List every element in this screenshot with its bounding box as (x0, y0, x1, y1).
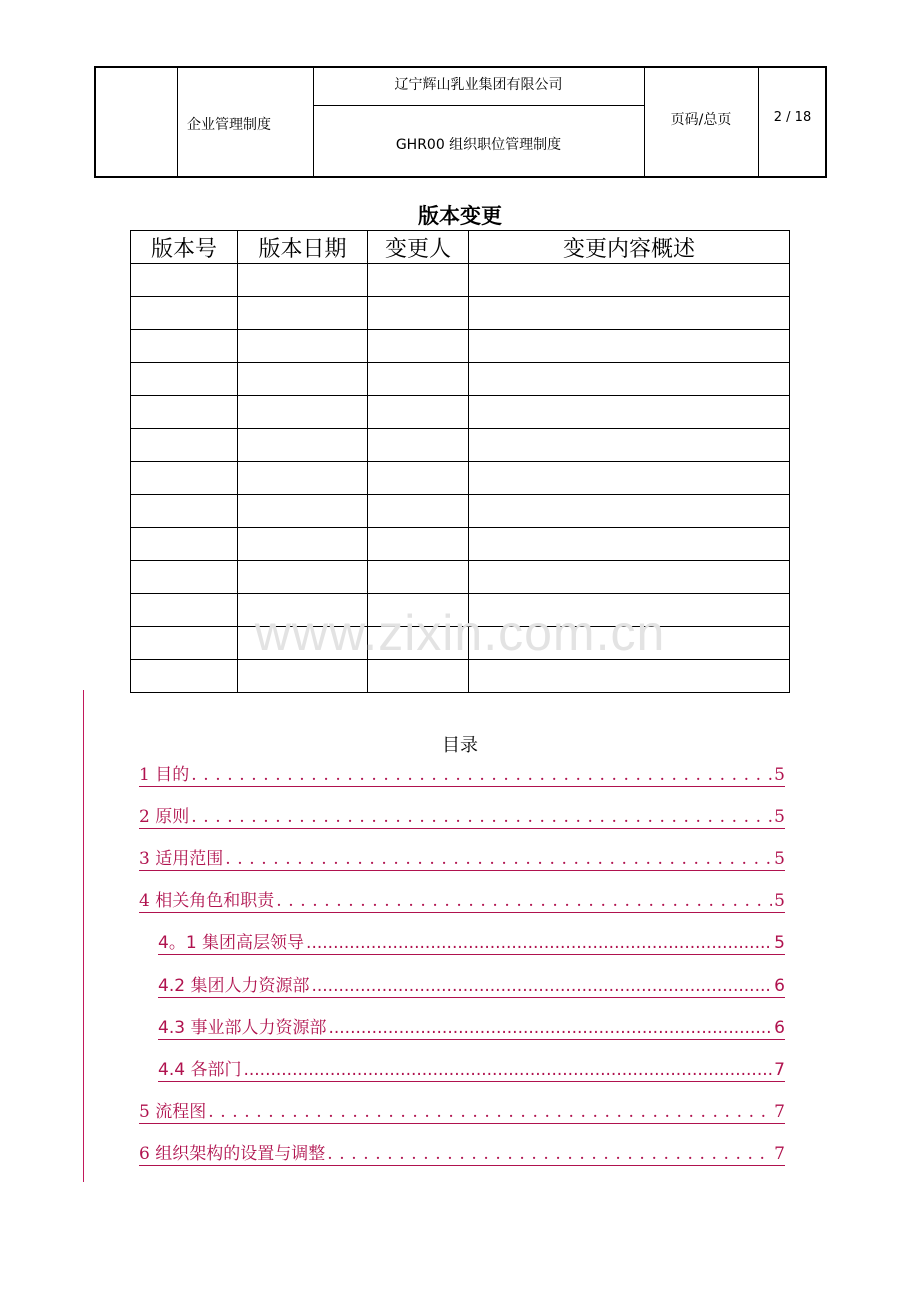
table-cell[interactable] (238, 660, 368, 693)
table-cell[interactable] (469, 495, 790, 528)
column-header: 变更人 (368, 231, 469, 264)
table-cell[interactable] (368, 264, 469, 297)
table-row (131, 561, 790, 594)
table-cell[interactable] (131, 297, 238, 330)
column-header: 变更内容概述 (469, 231, 790, 264)
watermark: www.zixin.com.cn (254, 605, 666, 661)
table-cell[interactable] (238, 462, 368, 495)
toc-leader (225, 849, 772, 869)
table-cell[interactable] (238, 297, 368, 330)
toc-entry-label: 6 组织架构的设置与调整 (139, 1144, 326, 1164)
toc-entry-page: 7 (774, 1060, 785, 1080)
table-cell[interactable] (238, 495, 368, 528)
toc-leader (328, 1018, 772, 1038)
table-cell[interactable] (131, 264, 238, 297)
table-cell[interactable] (469, 363, 790, 396)
toc-entry[interactable] (139, 1100, 785, 1124)
table-cell[interactable] (368, 528, 469, 561)
table-row (131, 363, 790, 396)
toc-entry-label: 5 流程图 (139, 1102, 207, 1122)
toc-entry[interactable] (139, 847, 785, 871)
toc-entry-page: 6 (774, 976, 785, 996)
table-cell[interactable] (368, 561, 469, 594)
toc-entry[interactable] (158, 974, 785, 998)
toc-entry[interactable] (158, 931, 785, 955)
toc-entry[interactable] (158, 1016, 785, 1040)
toc-entry-label: 4 相关角色和职责 (139, 891, 275, 911)
toc-leader (191, 765, 772, 785)
toc-entry-label: 4.4 各部门 (158, 1060, 242, 1080)
toc-leader (191, 807, 772, 827)
table-cell[interactable] (131, 330, 238, 363)
table-cell[interactable] (131, 561, 238, 594)
toc-entry-page: 7 (774, 1144, 785, 1164)
table-cell[interactable] (368, 330, 469, 363)
table-cell[interactable] (238, 363, 368, 396)
table-cell[interactable] (368, 396, 469, 429)
toc-entry-label: 4.2 集团人力资源部 (158, 976, 310, 996)
table-cell[interactable] (368, 462, 469, 495)
table-row (131, 330, 790, 363)
table-cell[interactable] (469, 462, 790, 495)
toc-entry-page: 5 (774, 765, 785, 785)
toc-leader (311, 976, 772, 996)
table-row (131, 462, 790, 495)
table-cell[interactable] (131, 462, 238, 495)
table-cell[interactable] (469, 396, 790, 429)
header-divider (177, 68, 178, 176)
toc-entry-label: 4.3 事业部人力资源部 (158, 1018, 327, 1038)
document-header (94, 66, 827, 178)
table-cell[interactable] (368, 660, 469, 693)
toc-entry-label: 2 原则 (139, 807, 190, 827)
table-cell[interactable] (238, 396, 368, 429)
toc-entry[interactable] (158, 1058, 785, 1082)
table-cell[interactable] (238, 264, 368, 297)
toc-leader (327, 1144, 772, 1164)
header-company: 辽宁辉山乳业集团有限公司 (394, 77, 563, 93)
table-cell[interactable] (238, 528, 368, 561)
toc-entry-label: 4。1 集团高层领导 (158, 933, 305, 953)
table-cell[interactable] (368, 495, 469, 528)
toc-entry[interactable] (139, 1142, 785, 1166)
header-section: 企业管理制度 (187, 117, 271, 133)
table-row (131, 660, 790, 693)
toc-entry-page: 7 (774, 1102, 785, 1122)
toc-leader (276, 891, 772, 911)
table-cell[interactable] (368, 363, 469, 396)
toc-entry-page: 5 (774, 849, 785, 869)
table-cell[interactable] (131, 528, 238, 561)
table-cell[interactable] (131, 396, 238, 429)
toc-entry-page: 6 (774, 1018, 785, 1038)
toc-entry-label: 3 适用范围 (139, 849, 224, 869)
toc-entry[interactable] (139, 763, 785, 787)
table-row (131, 264, 790, 297)
table-row (131, 528, 790, 561)
toc-entry-page: 5 (774, 933, 785, 953)
table-row (131, 297, 790, 330)
toc-leader (208, 1102, 772, 1122)
table-cell[interactable] (469, 660, 790, 693)
table-cell[interactable] (368, 297, 469, 330)
table-cell[interactable] (238, 561, 368, 594)
table-cell[interactable] (469, 429, 790, 462)
table-cell[interactable] (469, 528, 790, 561)
header-divider (313, 105, 644, 106)
column-header: 版本号 (131, 231, 238, 264)
table-cell[interactable] (368, 429, 469, 462)
table-cell[interactable] (238, 330, 368, 363)
table-row (131, 495, 790, 528)
column-header: 版本日期 (238, 231, 368, 264)
header-doc-title: GHR00 组织职位管理制度 (395, 137, 562, 153)
toc-entry-label: 1 目的 (139, 765, 190, 785)
margin-line (83, 690, 84, 1182)
version-table-title: 版本变更 (418, 204, 502, 228)
table-cell[interactable] (131, 660, 238, 693)
toc-entry-page: 5 (774, 891, 785, 911)
toc-entry[interactable] (139, 889, 785, 913)
toc-leader (306, 933, 772, 953)
header-page-label: 页码/总页 (670, 112, 732, 128)
table-cell[interactable] (469, 561, 790, 594)
toc-entry-page: 5 (774, 807, 785, 827)
table-cell[interactable] (469, 330, 790, 363)
table-cell[interactable] (469, 297, 790, 330)
table-cell[interactable] (131, 429, 238, 462)
table-cell[interactable] (469, 264, 790, 297)
toc-entry[interactable] (139, 805, 785, 829)
toc-title: 目录 (442, 735, 478, 756)
header-page-value: 2 / 18 (773, 110, 812, 125)
table-row (131, 429, 790, 462)
table-row (131, 396, 790, 429)
table-cell[interactable] (238, 429, 368, 462)
table-cell[interactable] (131, 495, 238, 528)
table-cell[interactable] (131, 363, 238, 396)
toc-leader (243, 1060, 772, 1080)
